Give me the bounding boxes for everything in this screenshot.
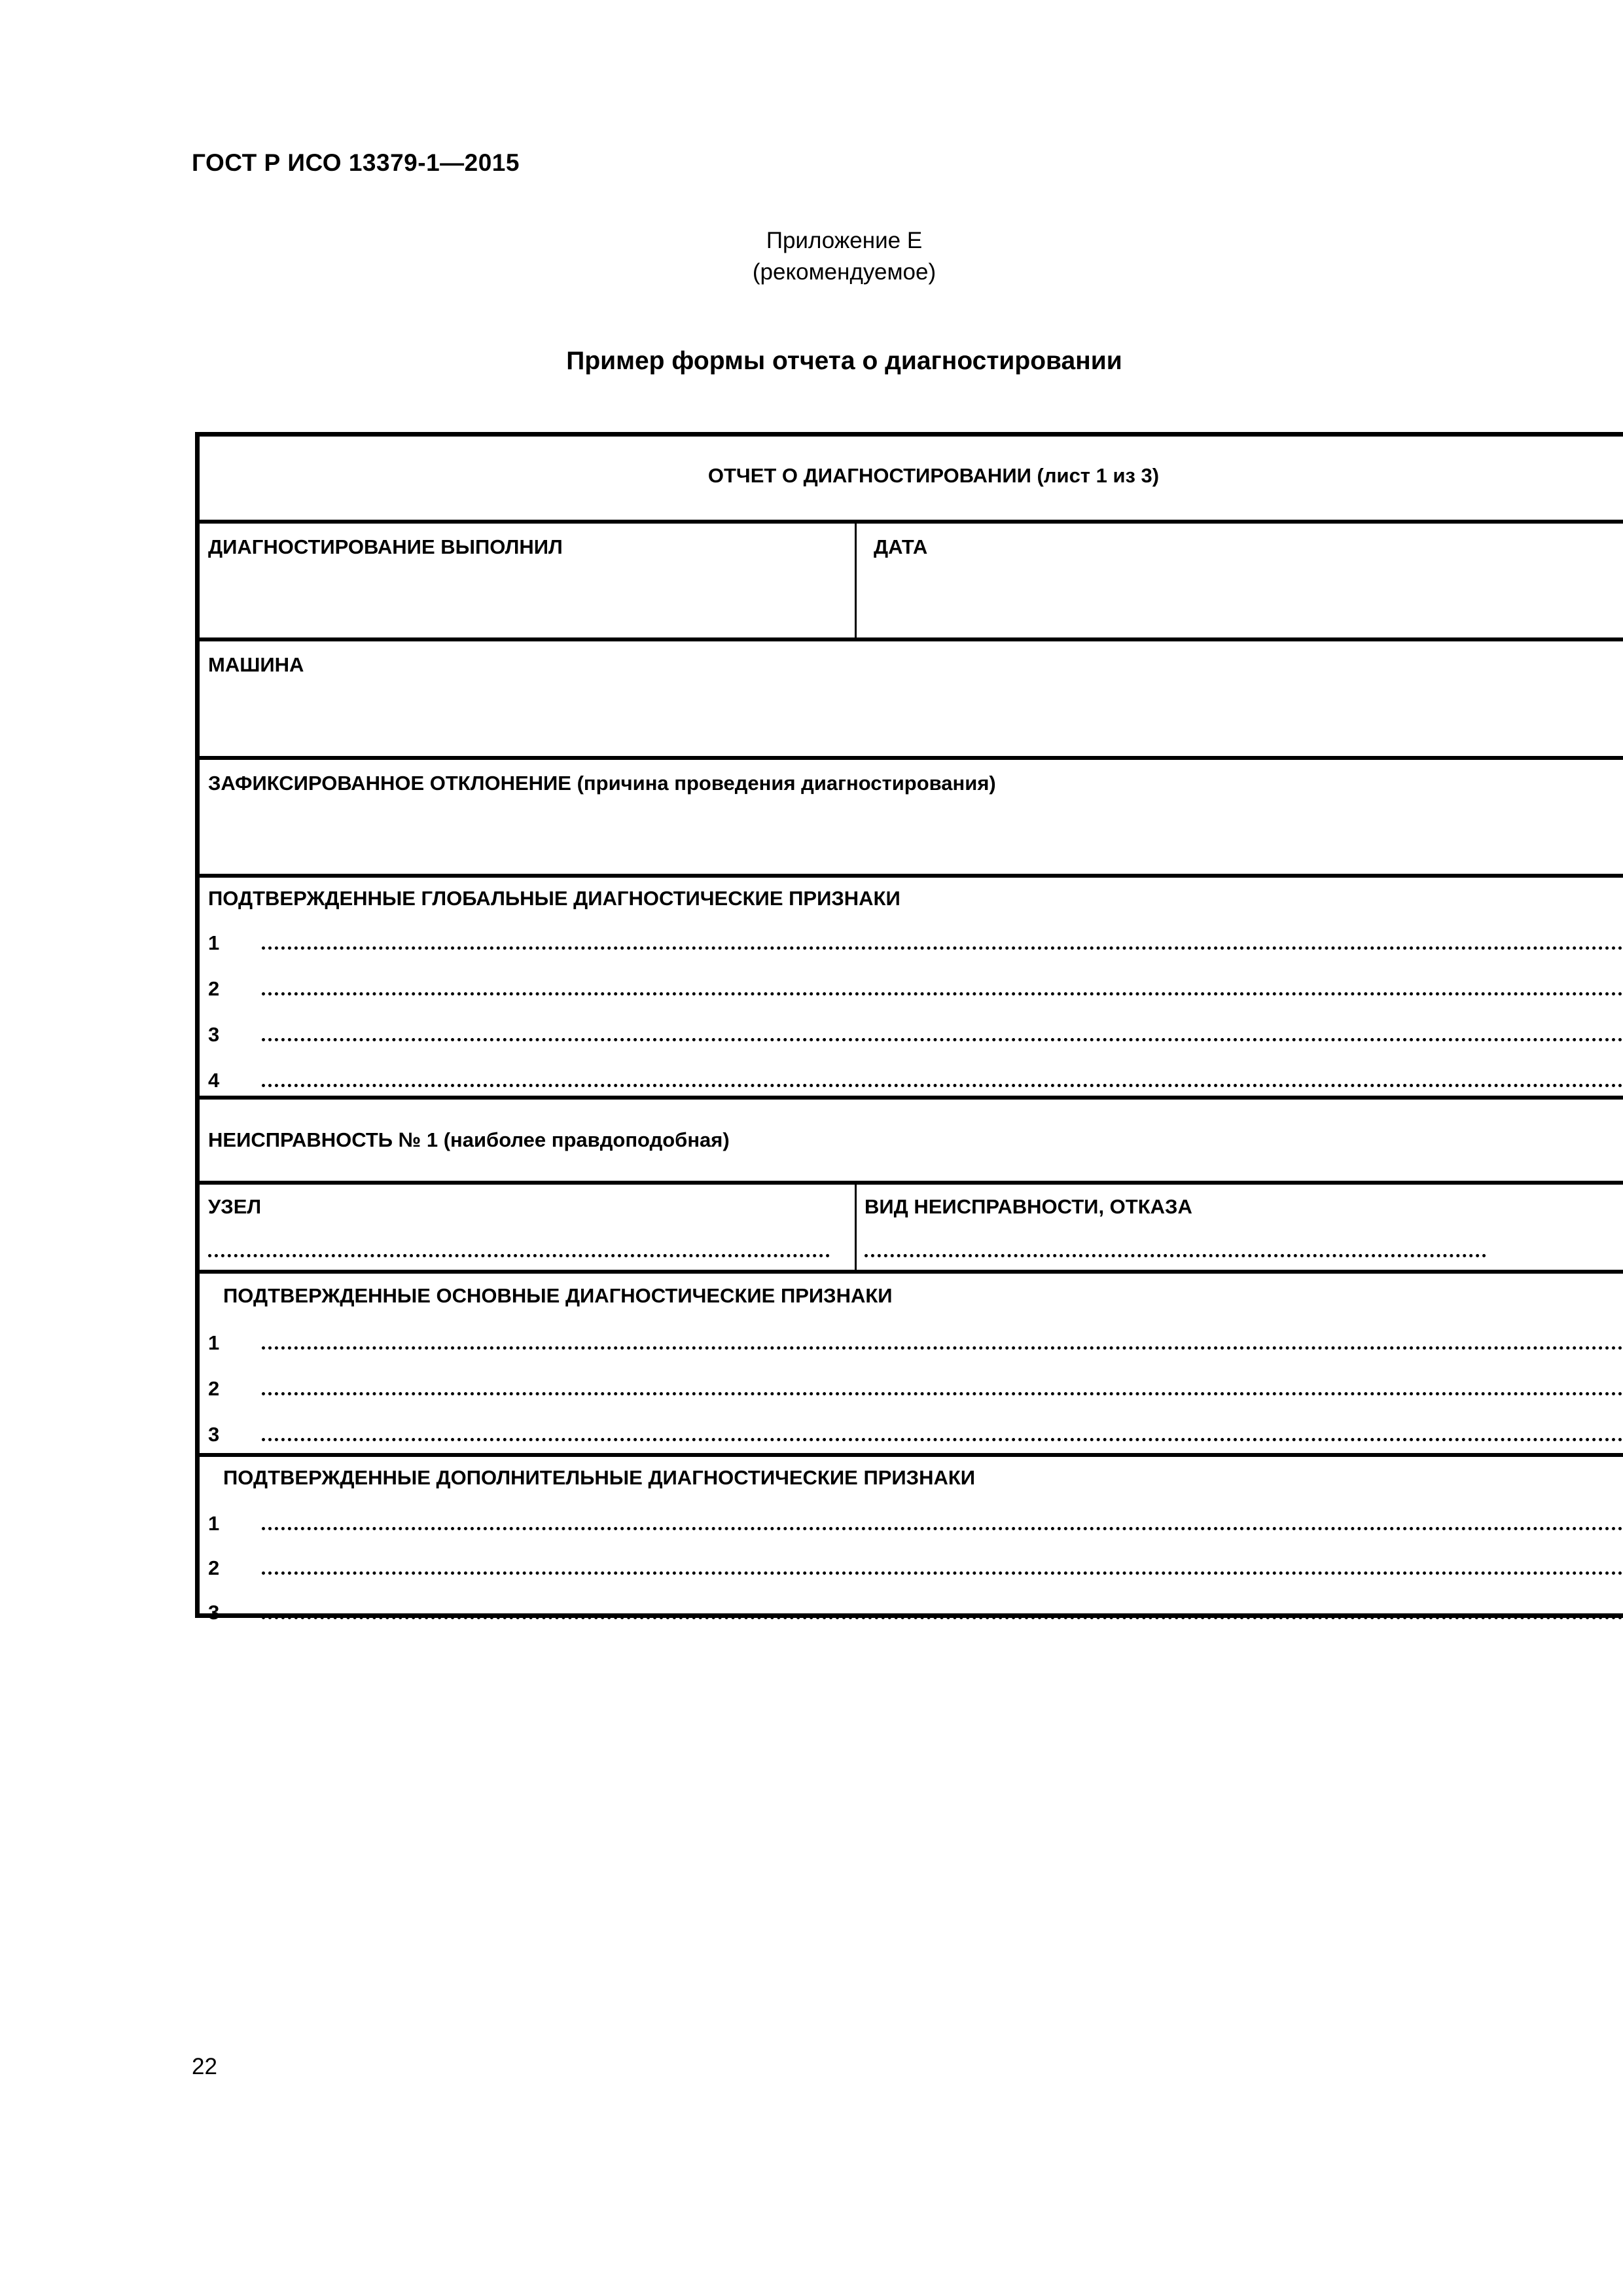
- additional-symptom-number: 1: [208, 1512, 220, 1535]
- fault-label: НЕИСПРАВНОСТЬ № 1 (наиболее правдоподобная): [208, 1128, 730, 1151]
- standard-code: ГОСТ Р ИСО 13379-1—2015: [192, 149, 520, 176]
- main-symptom-number: 2: [208, 1377, 220, 1400]
- additional-symptom-number: 3: [208, 1601, 220, 1624]
- performed-by-date-row: [200, 520, 1623, 637]
- document-title: Пример формы отчета о диагностировании: [566, 347, 1122, 375]
- global-symptom-number: 1: [208, 931, 220, 954]
- main-symptom-number: 3: [208, 1423, 220, 1446]
- fault-row: [200, 1096, 1623, 1181]
- global-symptom-number: 3: [208, 1023, 220, 1046]
- main-symptom-line: [262, 1392, 1623, 1395]
- global-symptom-line: [262, 1084, 1623, 1087]
- deviation-label: ЗАФИКСИРОВАННОЕ ОТКЛОНЕНИЕ (причина проведения диагностирования): [208, 772, 996, 795]
- global-symptoms-label: ПОДТВЕРЖДЕННЫЕ ГЛОБАЛЬНЫЕ ДИАГНОСТИЧЕСКИЕ ПРИЗНАКИ: [208, 887, 901, 910]
- global-symptom-number: 2: [208, 977, 220, 1000]
- component-label: УЗЕЛ: [208, 1195, 262, 1218]
- appendix-label: Приложение Е: [766, 228, 923, 253]
- column-divider: [855, 524, 857, 637]
- machine-row: [200, 637, 1623, 756]
- main-symptoms-section: [200, 1270, 1623, 1453]
- machine-label: МАШИНА: [208, 653, 304, 676]
- global-symptom-number: 4: [208, 1069, 220, 1092]
- component-fault-type-row: [200, 1181, 1623, 1270]
- date-label: ДАТА: [874, 535, 928, 558]
- main-symptom-line: [262, 1346, 1623, 1350]
- column-divider: [855, 1185, 857, 1270]
- component-line: [208, 1254, 830, 1257]
- additional-symptoms-label: ПОДТВЕРЖДЕННЫЕ ДОПОЛНИТЕЛЬНЫЕ ДИАГНОСТИЧЕСКИЕ ПРИЗНАКИ: [223, 1466, 976, 1489]
- main-symptoms-label: ПОДТВЕРЖДЕННЫЕ ОСНОВНЫЕ ДИАГНОСТИЧЕСКИЕ ПРИЗНАКИ: [223, 1284, 893, 1307]
- diagnosis-report-form: [195, 432, 1623, 1624]
- additional-symptoms-section: [200, 1453, 1623, 1624]
- main-symptom-number: 1: [208, 1331, 220, 1354]
- additional-symptom-line: [262, 1616, 1623, 1619]
- report-title-row: [200, 437, 1623, 520]
- appendix-type: (рекомендуемое): [752, 259, 936, 285]
- fault-type-line: [865, 1254, 1486, 1257]
- global-symptoms-section: [200, 874, 1623, 1096]
- page-number: 22: [192, 2054, 217, 2079]
- main-symptom-line: [262, 1438, 1623, 1441]
- deviation-row: [200, 756, 1623, 874]
- global-symptom-line: [262, 1038, 1623, 1041]
- global-symptom-line: [262, 946, 1623, 950]
- report-title: ОТЧЕТ О ДИАГНОСТИРОВАНИИ (лист 1 из 3): [707, 464, 1160, 487]
- fault-type-label: ВИД НЕИСПРАВНОСТИ, ОТКАЗА: [865, 1195, 1192, 1218]
- additional-symptom-number: 2: [208, 1556, 220, 1579]
- performed-by-label: ДИАГНОСТИРОВАНИЕ ВЫПОЛНИЛ: [208, 535, 563, 558]
- additional-symptom-line: [262, 1527, 1623, 1530]
- additional-symptom-line: [262, 1571, 1623, 1575]
- global-symptom-line: [262, 992, 1623, 996]
